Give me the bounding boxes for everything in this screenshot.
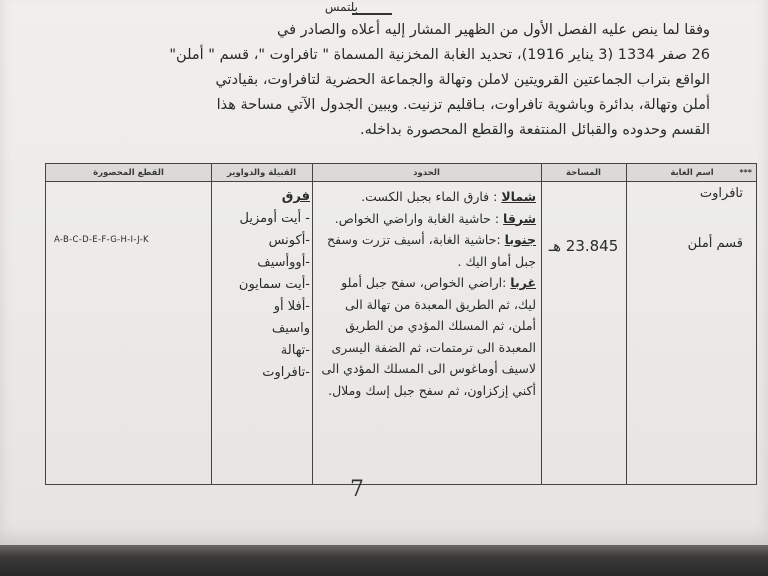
bound-text-north: : فارق الماء بجبل الكست. (361, 189, 502, 204)
desk-shadow (0, 545, 768, 576)
forest-section: قسم أملن (687, 236, 743, 251)
bounds-cell (318, 186, 536, 401)
forest-name: تافراوت (699, 186, 743, 201)
header-stars: *** (739, 168, 752, 177)
area-cell: 23.845 هـ (548, 237, 619, 255)
tribe-item: -تهالة (280, 343, 310, 358)
column-divider (541, 164, 542, 484)
paragraph-line-5: القسم وحدوده والقبائل المنتفعة والقطع المحصورة بداخله. (359, 122, 710, 138)
tribe-item: -أووأسيف (257, 255, 310, 270)
paragraph-line-2: 26 صفر 1334 (3 يناير 1916)، تحديد الغابة المخزنية المسماة " تافراوت "، قسم " أملن" (169, 47, 710, 63)
column-divider (312, 164, 313, 484)
bound-text-east: : حاشية الغابة واراضي الخواص. (334, 210, 504, 226)
paragraph-line-3: الواقع بتراب الجماعتين القرويتين لاملن وتهالة والجماعة الحضرية لتافراوت، بقيادتي (215, 72, 710, 88)
bound-label-west: غربا (510, 275, 536, 290)
tribe-item: -أكونس (268, 233, 310, 248)
tribe-item: -أيت سمايون (238, 277, 310, 292)
column-divider (211, 164, 212, 484)
header-forest-label: اسم الغابة (670, 168, 714, 178)
tribes-cell (218, 186, 310, 384)
column-divider (626, 164, 627, 484)
tribes-title: فرق (281, 189, 310, 204)
header-tribes: القبيلة والدواوير (226, 168, 296, 178)
bound-text-west: :اراضي الخواص، سفح جبل أملو ليك، ثم الطريق المعبدة من تهالة الى أملن، ثم المسلك المؤدي من الطريق المعبدة الى ترمتمات، ثم الضفة اليسرى لاسيف أوماغوس الى المسلك المؤدي الى أكني إزكزاون، ثم سفح جبل إسك وملال. (321, 275, 536, 398)
bound-label-south: جنوبا (504, 232, 536, 247)
header-plots: القطع المحصورة (93, 168, 164, 178)
tribe-item: -تافراوت (262, 365, 310, 380)
tribe-item: - أيت أومزيل (239, 211, 310, 226)
heading-rule (352, 13, 392, 15)
bound-label-east: شرقا (503, 210, 536, 226)
header-area: المساحة (566, 168, 601, 178)
forest-boundary-table (45, 163, 757, 485)
plots-cell: A-B-C-D-E-F-G-H-I-J-K (54, 235, 149, 245)
header-bounds: الحدود (413, 168, 440, 178)
tribe-item: -أفلا أو (273, 299, 310, 314)
page-heading-fragment: بلتمس (324, 0, 358, 14)
bound-label-north: شمالا (501, 189, 536, 204)
table-header-row (46, 164, 756, 182)
bound-text-south: :حاشية الغابة، أسيف تزرت وسفح جبل أماو اليك . (327, 232, 536, 269)
page-number: 7 (350, 477, 364, 502)
paragraph-line-1: وفقا لما ينص عليه الفصل الأول من الظهير المشار إليه أعلاه والصادر في (277, 22, 710, 38)
paragraph-line-4: أملن وتهالة، بدائرة وباشوية تافراوت، بـاقليم تزنيت. ويبين الجدول الآتي مساحة هذا (216, 97, 710, 113)
tribe-item: واسيف (271, 321, 310, 336)
header-forest (626, 164, 758, 182)
